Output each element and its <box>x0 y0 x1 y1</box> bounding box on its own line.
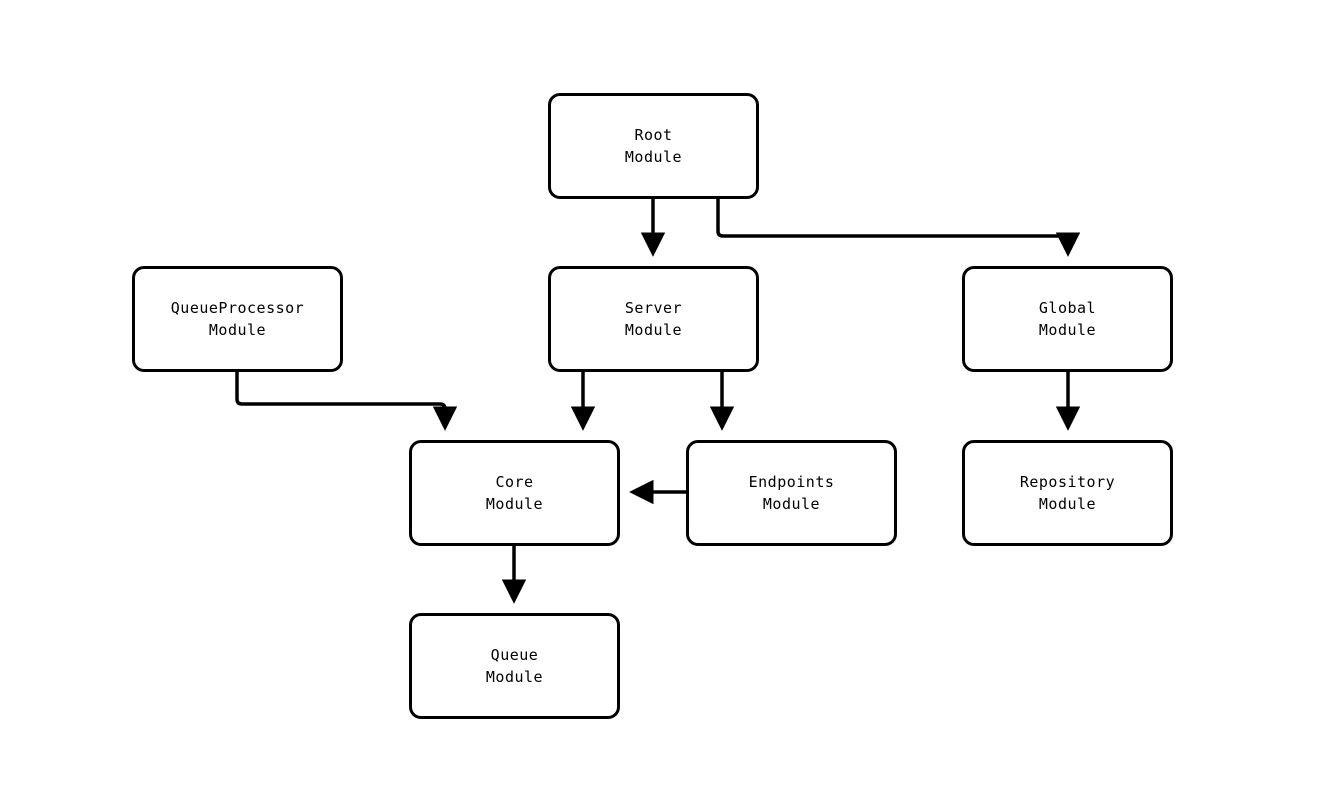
core-module-node[interactable] <box>409 440 620 546</box>
repository-module-label-line2: Module <box>1038 495 1097 513</box>
endpoints-module-label-line2: Module <box>762 495 821 513</box>
queue-module-label-line1: Queue <box>490 646 539 664</box>
core-module-label-line1: Core <box>495 473 534 491</box>
server-module-node[interactable] <box>548 266 759 372</box>
core-module-label-line2: Module <box>485 495 544 513</box>
global-module-label-line1: Global <box>1038 299 1097 317</box>
queueprocessor-module-label-line2: Module <box>208 321 267 339</box>
repository-module-label-line1: Repository <box>1019 473 1116 491</box>
queueprocessor-module-node[interactable] <box>132 266 343 372</box>
root-module-label-line1: Root <box>634 126 673 144</box>
server-module-label-line2: Module <box>624 321 683 339</box>
queueprocessor-module-label-line1: QueueProcessor <box>170 299 305 317</box>
queue-module-node[interactable] <box>409 613 620 719</box>
global-module-label-line2: Module <box>1038 321 1097 339</box>
repository-module-node[interactable] <box>962 440 1173 546</box>
root-module-node[interactable] <box>548 93 759 199</box>
global-module-node[interactable] <box>962 266 1173 372</box>
endpoints-module-label-line1: Endpoints <box>748 473 835 491</box>
endpoints-module-node[interactable] <box>686 440 897 546</box>
edge-root-global <box>718 199 1068 252</box>
edge-queueprocessor-core <box>237 372 445 426</box>
queue-module-label-line2: Module <box>485 668 544 686</box>
server-module-label-line1: Server <box>624 299 683 317</box>
root-module-label-line2: Module <box>624 148 683 166</box>
